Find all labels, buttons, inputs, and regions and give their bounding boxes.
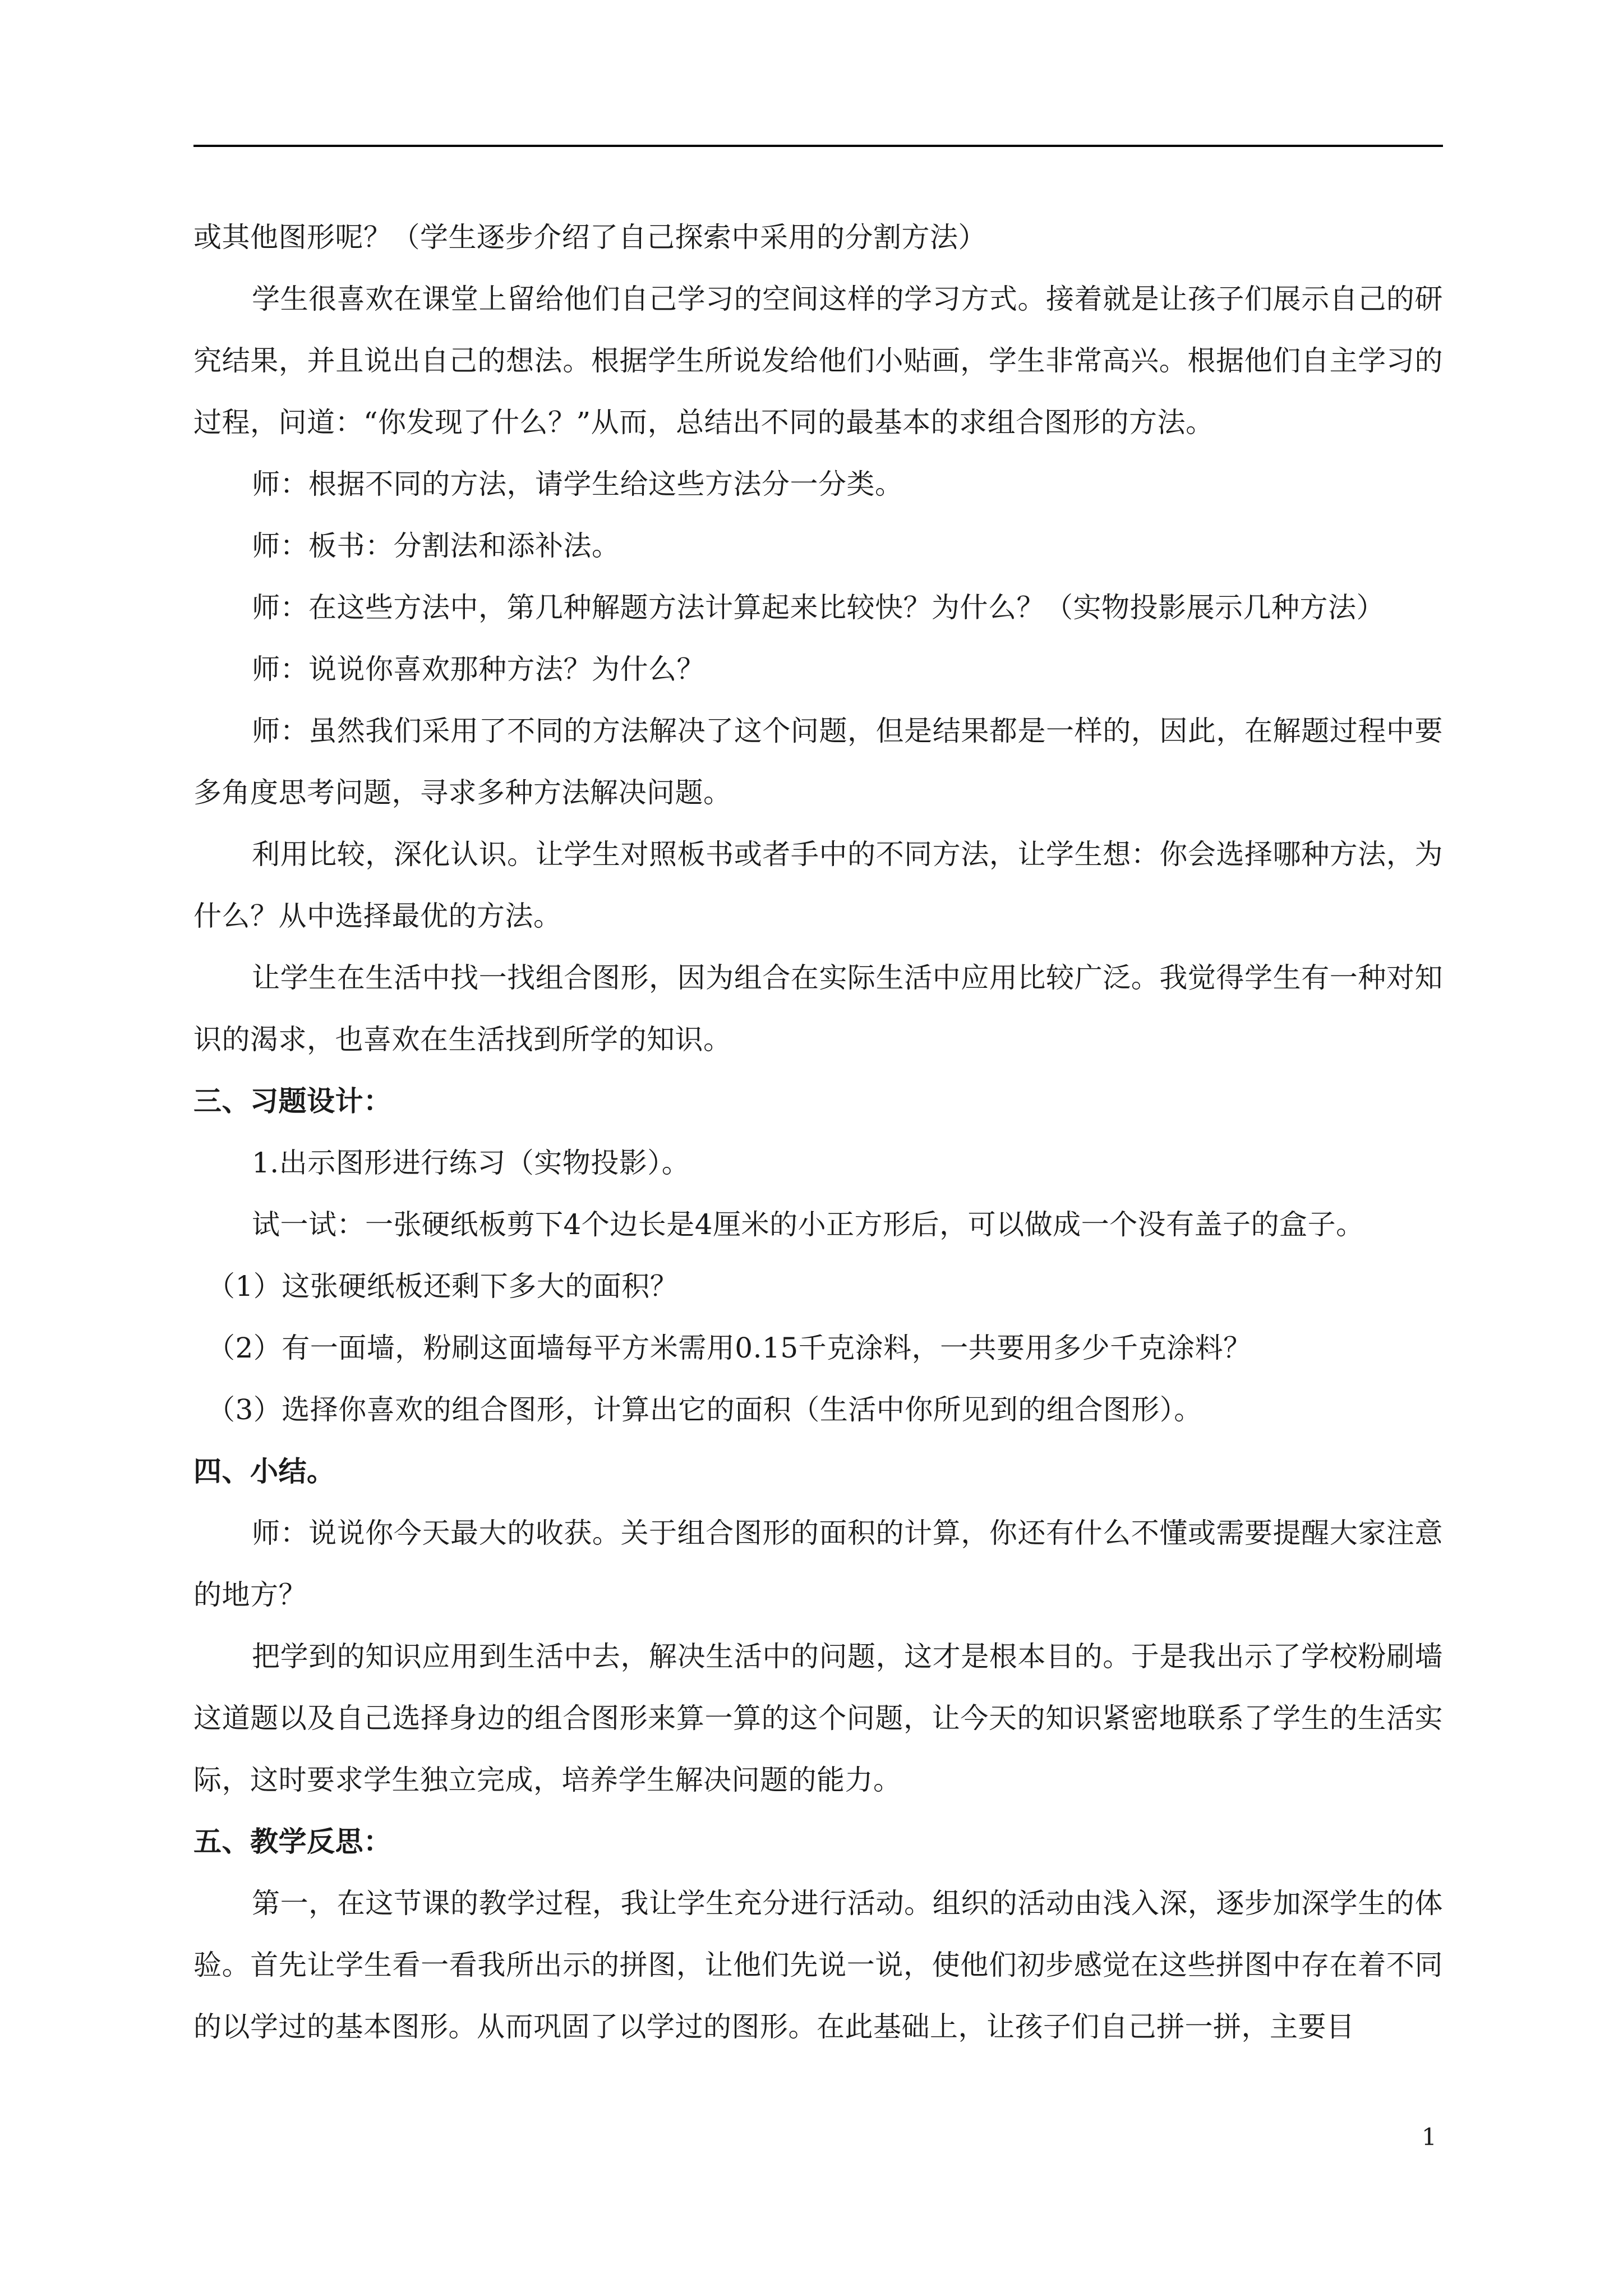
paragraph: 试一试：一张硬纸板剪下4个边长是4厘米的小正方形后，可以做成一个没有盖子的盒子。 <box>252 1208 1364 1241</box>
paragraph: 第一，在这节课的教学过程，我让学生充分进行活动。组织的活动由浅入深，逐步加深学生的体验。首先让学生看一看我所出示的拼图，让他们先说一说，使他们初步感觉在这些拼图中存在着不同的以学过的基本图形。从而巩固了以学过的图形。在此基础上，让孩子们自己拼一拼，主要目 <box>193 1887 1443 2043</box>
paragraph: 利用比较，深化认识。让学生对照板书或者手中的不同方法，让学生想：你会选择哪种方法，为什么？从中选择最优的方法。 <box>193 838 1443 932</box>
paragraph: 师：虽然我们采用了不同的方法解决了这个问题，但是结果都是一样的，因此，在解题过程中要多角度思考问题，寻求多种方法解决问题。 <box>193 715 1443 809</box>
header-rule <box>193 145 1443 147</box>
paragraph: 师：说说你今天最大的收获。关于组合图形的面积的计算，你还有什么不懂或需要提醒大家注意的地方？ <box>193 1517 1443 1611</box>
page-number: 1 <box>1422 2123 1437 2151</box>
section-heading-reflection: 五、教学反思： <box>193 1825 392 1858</box>
exercise-item: （2）有一面墙，粉刷这面墙每平方米需用0.15千克涂料，一共要用多少千克涂料？ <box>207 1332 1252 1364</box>
exercise-item: （1）这张硬纸板还剩下多大的面积？ <box>207 1270 679 1303</box>
paragraph: 师：根据不同的方法，请学生给这些方法分一分类。 <box>252 468 903 500</box>
page-content <box>193 206 1443 2058</box>
paragraph: 学生很喜欢在课堂上留给他们自己学习的空间这样的学习方式。接着就是让孩子们展示自己的研究结果，并且说出自己的想法。根据学生所说发给他们小贴画，学生非常高兴。根据他们自主学习的过程，问道：“你发现了什么？”从而，总结出不同的最基本的求组合图形的方法。 <box>193 283 1443 439</box>
paragraph: 让学生在生活中找一找组合图形，因为组合在实际生活中应用比较广泛。我觉得学生有一种对知识的渴求，也喜欢在生活找到所学的知识。 <box>193 961 1443 1056</box>
section-heading-exercises: 三、习题设计： <box>193 1084 392 1117</box>
paragraph: 1.出示图形进行练习（实物投影）。 <box>252 1147 690 1179</box>
paragraph: 师：说说你喜欢那种方法？为什么？ <box>252 653 705 685</box>
section-heading-summary: 四、小结。 <box>193 1455 335 1488</box>
exercise-item: （3）选择你喜欢的组合图形，计算出它的面积（生活中你所见到的组合图形）。 <box>207 1393 1202 1426</box>
paragraph: 或其他图形呢？（学生逐步介绍了自己探索中采用的分割方法） <box>193 221 986 254</box>
paragraph: 把学到的知识应用到生活中去，解决生活中的问题，这才是根本目的。于是我出示了学校粉刷墙这道题以及自己选择身边的组合图形来算一算的这个问题，让今天的知识紧密地联系了学生的生活实际，这时要求学生独立完成，培养学生解决问题的能力。 <box>193 1640 1443 1796</box>
paragraph: 师：板书：分割法和添补法。 <box>252 530 620 562</box>
paragraph: 师：在这些方法中，第几种解题方法计算起来比较快？为什么？（实物投影展示几种方法） <box>252 591 1385 624</box>
